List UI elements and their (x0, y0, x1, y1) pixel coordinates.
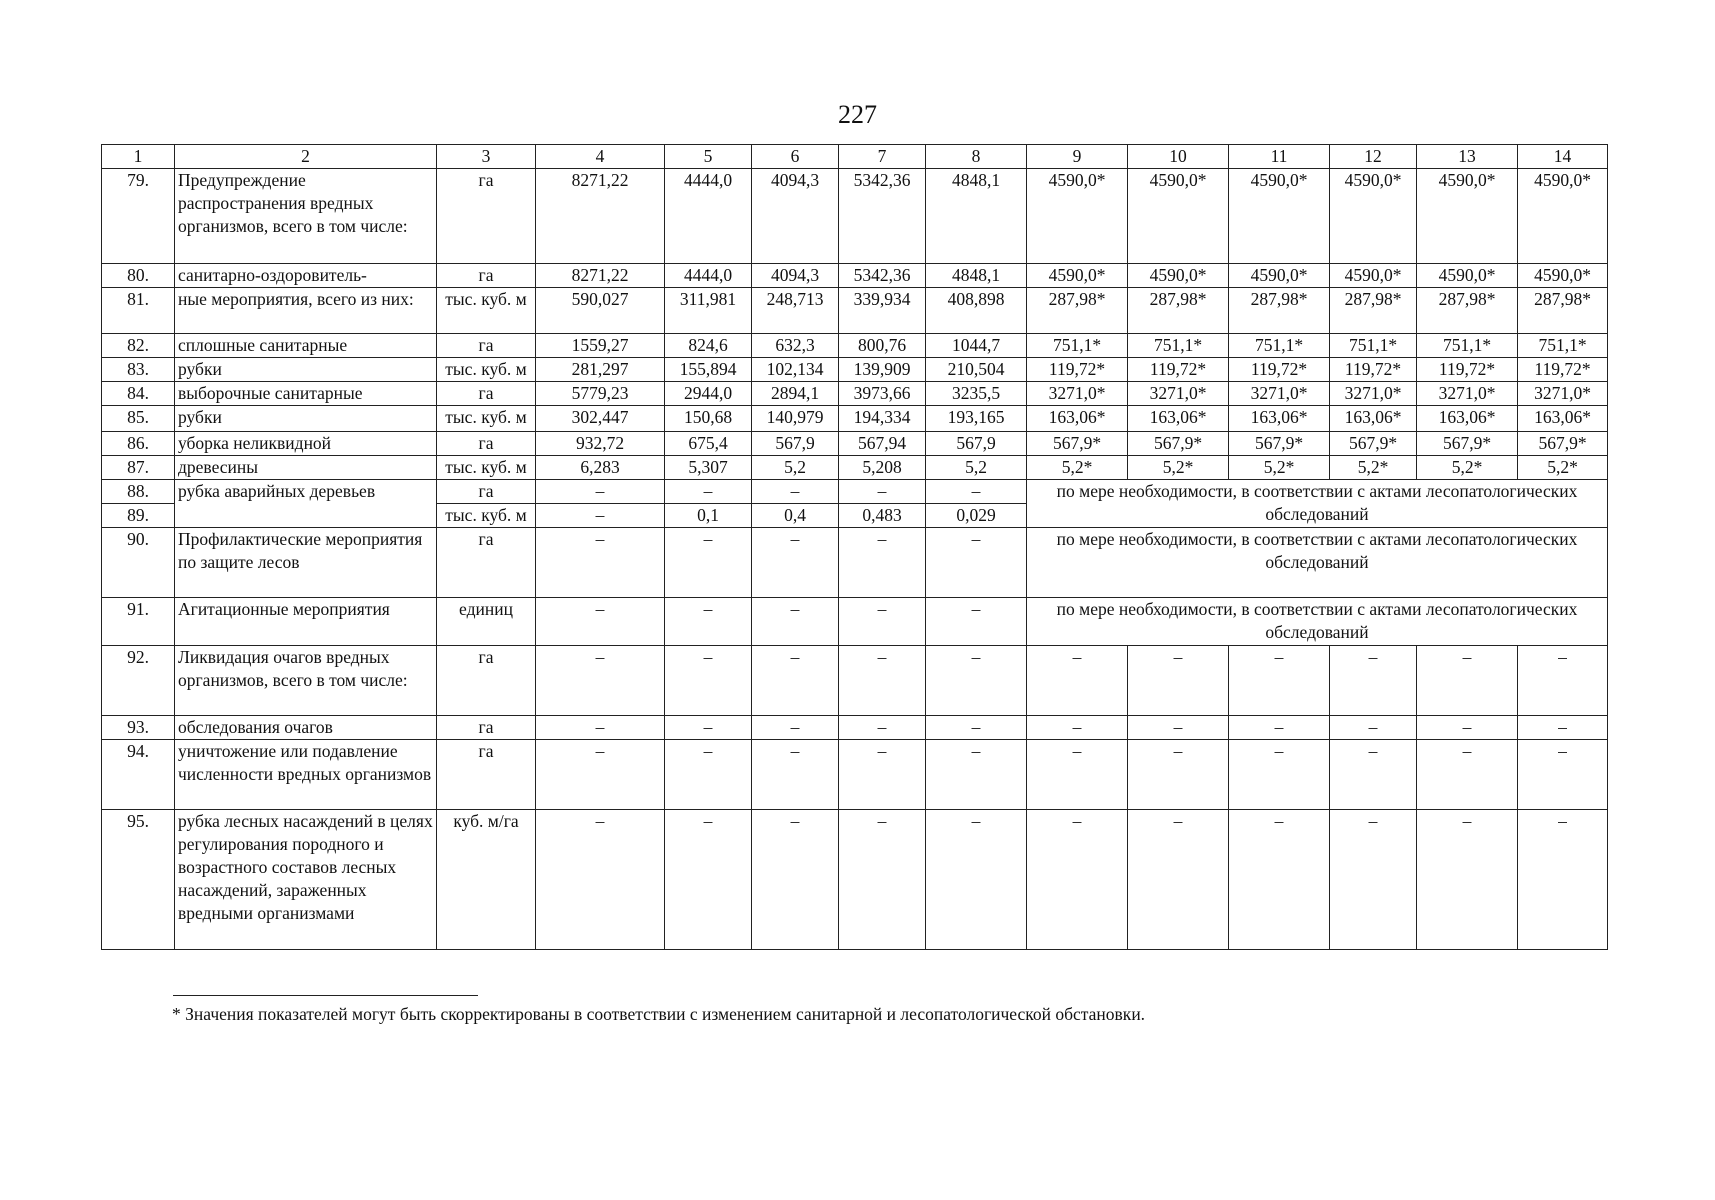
value-cell: – (1330, 716, 1417, 740)
value-cell: – (1128, 740, 1229, 810)
value-cell: 5,2 (752, 456, 839, 480)
value-cell: 5,2* (1128, 456, 1229, 480)
value-cell: 140,979 (752, 406, 839, 432)
value-cell: 4590,0* (1330, 169, 1417, 264)
value-cell: 590,027 (536, 288, 665, 334)
column-number-header: 3 (437, 145, 536, 169)
value-cell: – (926, 598, 1027, 646)
value-cell: 311,981 (665, 288, 752, 334)
table-row (102, 264, 1608, 288)
unit-cell: тыс. куб. м (437, 358, 536, 382)
value-cell: – (1330, 740, 1417, 810)
value-cell: 751,1* (1417, 334, 1518, 358)
value-cell: – (839, 740, 926, 810)
value-cell: 163,06* (1417, 406, 1518, 432)
row-number-cell: 87. (102, 456, 175, 480)
value-cell: – (752, 740, 839, 810)
row-number-cell: 83. (102, 358, 175, 382)
value-cell: 5,208 (839, 456, 926, 480)
value-cell: 6,283 (536, 456, 665, 480)
value-cell: – (926, 528, 1027, 598)
value-cell: – (1417, 740, 1518, 810)
value-cell: 0,029 (926, 504, 1027, 528)
row-number-cell: 88. (102, 480, 175, 504)
value-cell: – (926, 740, 1027, 810)
row-name-cell: Агитационные мероприятия (175, 598, 437, 646)
value-cell: 751,1* (1027, 334, 1128, 358)
value-cell: 4848,1 (926, 169, 1027, 264)
value-cell: 8271,22 (536, 264, 665, 288)
value-cell: – (839, 598, 926, 646)
value-cell: 8271,22 (536, 169, 665, 264)
value-cell: – (839, 716, 926, 740)
value-cell: 4590,0* (1518, 264, 1608, 288)
value-cell: 163,06* (1330, 406, 1417, 432)
value-cell: – (926, 480, 1027, 504)
value-cell: – (536, 740, 665, 810)
unit-cell: куб. м/га (437, 810, 536, 950)
value-cell: – (752, 810, 839, 950)
row-number-cell: 94. (102, 740, 175, 810)
table-row (102, 406, 1608, 432)
value-cell: – (665, 528, 752, 598)
value-cell: 3973,66 (839, 382, 926, 406)
row-name-cell: уборка неликвидной (175, 432, 437, 456)
value-cell: – (536, 810, 665, 950)
value-cell: – (1229, 810, 1330, 950)
value-cell: 4590,0* (1229, 169, 1330, 264)
column-number-header: 6 (752, 145, 839, 169)
value-cell: 119,72* (1229, 358, 1330, 382)
value-cell: 5,2 (926, 456, 1027, 480)
value-cell: – (1027, 716, 1128, 740)
value-cell: – (752, 528, 839, 598)
table-row (102, 810, 1608, 950)
unit-cell: га (437, 528, 536, 598)
value-cell: – (1518, 810, 1608, 950)
value-cell: 3271,0* (1229, 382, 1330, 406)
value-cell: 1559,27 (536, 334, 665, 358)
value-cell: 675,4 (665, 432, 752, 456)
value-cell: 4590,0* (1128, 264, 1229, 288)
value-cell: – (1417, 646, 1518, 716)
value-cell: 4590,0* (1417, 169, 1518, 264)
value-cell: – (1417, 716, 1518, 740)
value-cell: – (665, 740, 752, 810)
value-cell: 751,1* (1518, 334, 1608, 358)
value-cell: 119,72* (1128, 358, 1229, 382)
value-cell: 800,76 (839, 334, 926, 358)
unit-cell: га (437, 646, 536, 716)
unit-cell: га (437, 382, 536, 406)
column-number-header: 11 (1229, 145, 1330, 169)
column-number-header: 8 (926, 145, 1027, 169)
row-number-cell: 79. (102, 169, 175, 264)
table-row (102, 740, 1608, 810)
value-cell: 194,334 (839, 406, 926, 432)
value-cell: – (1128, 646, 1229, 716)
value-cell: – (536, 598, 665, 646)
value-cell: – (752, 716, 839, 740)
value-cell: – (926, 716, 1027, 740)
value-cell: 5779,23 (536, 382, 665, 406)
value-cell: 4848,1 (926, 264, 1027, 288)
value-cell: 5,2* (1518, 456, 1608, 480)
value-cell: 408,898 (926, 288, 1027, 334)
value-cell: 4590,0* (1229, 264, 1330, 288)
row-name-cell: рубка лесных насаждений в целях регулирования породного и возрастного составов лесных насаждений, зараженных вредными организмами (175, 810, 437, 950)
value-cell: 567,94 (839, 432, 926, 456)
unit-cell: га (437, 169, 536, 264)
row-name-cell: выборочные санитарные (175, 382, 437, 406)
value-cell: – (536, 646, 665, 716)
column-number-header: 9 (1027, 145, 1128, 169)
row-name-cell: Профилактические мероприятия по защите лесов (175, 528, 437, 598)
table-row (102, 432, 1608, 456)
row-name-cell: рубка аварийных деревьев (175, 480, 437, 528)
row-number-cell: 93. (102, 716, 175, 740)
value-cell: 5,2* (1417, 456, 1518, 480)
row-name-cell: санитарно-оздоровитель- (175, 264, 437, 288)
row-number-cell: 80. (102, 264, 175, 288)
value-cell: 287,98* (1128, 288, 1229, 334)
unit-cell: га (437, 740, 536, 810)
value-cell: 5,307 (665, 456, 752, 480)
table-row (102, 528, 1608, 598)
value-cell: 4094,3 (752, 169, 839, 264)
column-number-header: 5 (665, 145, 752, 169)
row-number-cell: 84. (102, 382, 175, 406)
page-number: 227 (838, 100, 877, 129)
value-cell: – (752, 646, 839, 716)
value-cell: 119,72* (1417, 358, 1518, 382)
value-cell: 1044,7 (926, 334, 1027, 358)
table-row (102, 456, 1608, 480)
value-cell: – (1330, 646, 1417, 716)
footnote: * Значения показателей могут быть скорректированы в соответствии с изменением санитарной и лесопатологической обстановки. (172, 1004, 1146, 1024)
value-cell: 632,3 (752, 334, 839, 358)
value-cell: – (1417, 810, 1518, 950)
value-cell: 4094,3 (752, 264, 839, 288)
row-name-cell: рубки (175, 406, 437, 432)
row-number-cell: 91. (102, 598, 175, 646)
value-cell: 3271,0* (1128, 382, 1229, 406)
row-name-cell: сплошные санитарные (175, 334, 437, 358)
value-cell: – (665, 716, 752, 740)
value-cell: 287,98* (1229, 288, 1330, 334)
value-cell: – (1128, 716, 1229, 740)
value-cell: 210,504 (926, 358, 1027, 382)
table-row (102, 358, 1608, 382)
value-cell: – (1229, 740, 1330, 810)
row-number-cell: 89. (102, 504, 175, 528)
value-cell: 4590,0* (1518, 169, 1608, 264)
value-cell: 119,72* (1330, 358, 1417, 382)
value-cell: 3235,5 (926, 382, 1027, 406)
as-needed-note-cell: по мере необходимости, в соответствии с актами лесопатологических обследований (1027, 480, 1608, 528)
table-row (102, 480, 1608, 504)
value-cell: 5,2* (1229, 456, 1330, 480)
value-cell: 287,98* (1027, 288, 1128, 334)
value-cell: 5,2* (1330, 456, 1417, 480)
value-cell: 0,483 (839, 504, 926, 528)
value-cell: 5,2* (1027, 456, 1128, 480)
value-cell: 2944,0 (665, 382, 752, 406)
value-cell: – (536, 480, 665, 504)
value-cell: – (1518, 646, 1608, 716)
value-cell: 4590,0* (1027, 169, 1128, 264)
row-number-cell: 82. (102, 334, 175, 358)
value-cell: 567,9* (1229, 432, 1330, 456)
column-number-header: 12 (1330, 145, 1417, 169)
footnote-rule (173, 995, 478, 996)
value-cell: – (1518, 716, 1608, 740)
value-cell: 567,9* (1027, 432, 1128, 456)
value-cell: – (665, 646, 752, 716)
column-number-header: 2 (175, 145, 437, 169)
row-name-cell: Предупреждение распространения вредных организмов, всего в том числе: (175, 169, 437, 264)
value-cell: – (1027, 740, 1128, 810)
value-cell: 567,9* (1330, 432, 1417, 456)
value-cell: – (1027, 646, 1128, 716)
value-cell: 139,909 (839, 358, 926, 382)
value-cell: – (665, 598, 752, 646)
value-cell: 3271,0* (1417, 382, 1518, 406)
value-cell: 3271,0* (1518, 382, 1608, 406)
value-cell: – (839, 646, 926, 716)
row-number-cell: 95. (102, 810, 175, 950)
unit-cell: тыс. куб. м (437, 406, 536, 432)
value-cell: – (1027, 810, 1128, 950)
as-needed-note-cell: по мере необходимости, в соответствии с актами лесопатологических обследований (1027, 528, 1608, 598)
value-cell: 4444,0 (665, 264, 752, 288)
table-row (102, 598, 1608, 646)
row-name-cell: ные мероприятия, всего из них: (175, 288, 437, 334)
value-cell: 150,68 (665, 406, 752, 432)
value-cell: 824,6 (665, 334, 752, 358)
column-number-row (102, 145, 1608, 169)
column-number-header: 4 (536, 145, 665, 169)
unit-cell: тыс. куб. м (437, 288, 536, 334)
value-cell: 4590,0* (1027, 264, 1128, 288)
value-cell: 339,934 (839, 288, 926, 334)
value-cell: 4444,0 (665, 169, 752, 264)
value-cell: 4590,0* (1330, 264, 1417, 288)
value-cell: – (665, 480, 752, 504)
value-cell: 567,9* (1128, 432, 1229, 456)
value-cell: 119,72* (1027, 358, 1128, 382)
row-number-cell: 81. (102, 288, 175, 334)
value-cell: – (926, 810, 1027, 950)
value-cell: – (1128, 810, 1229, 950)
value-cell: 567,9 (926, 432, 1027, 456)
table-row (102, 646, 1608, 716)
value-cell: – (536, 528, 665, 598)
value-cell: 567,9* (1518, 432, 1608, 456)
value-cell: 193,165 (926, 406, 1027, 432)
value-cell: 5342,36 (839, 264, 926, 288)
table-row (102, 716, 1608, 740)
unit-cell: га (437, 264, 536, 288)
row-name-cell: обследования очагов (175, 716, 437, 740)
value-cell: 163,06* (1128, 406, 1229, 432)
value-cell: 163,06* (1518, 406, 1608, 432)
value-cell: – (1518, 740, 1608, 810)
unit-cell: га (437, 716, 536, 740)
value-cell: 932,72 (536, 432, 665, 456)
value-cell: 3271,0* (1330, 382, 1417, 406)
row-number-cell: 85. (102, 406, 175, 432)
row-number-cell: 90. (102, 528, 175, 598)
table-row (102, 334, 1608, 358)
value-cell: – (926, 646, 1027, 716)
value-cell: 751,1* (1229, 334, 1330, 358)
row-name-cell: Ликвидация очагов вредных организмов, всего в том числе: (175, 646, 437, 716)
value-cell: 751,1* (1330, 334, 1417, 358)
value-cell: 2894,1 (752, 382, 839, 406)
value-cell: 751,1* (1128, 334, 1229, 358)
column-number-header: 1 (102, 145, 175, 169)
row-number-cell: 92. (102, 646, 175, 716)
column-number-header: 13 (1417, 145, 1518, 169)
value-cell: – (536, 504, 665, 528)
value-cell: 102,134 (752, 358, 839, 382)
value-cell: – (1229, 716, 1330, 740)
column-number-header: 7 (839, 145, 926, 169)
unit-cell: тыс. куб. м (437, 504, 536, 528)
value-cell: 0,4 (752, 504, 839, 528)
value-cell: 163,06* (1027, 406, 1128, 432)
value-cell: 3271,0* (1027, 382, 1128, 406)
column-number-header: 14 (1518, 145, 1608, 169)
value-cell: 4590,0* (1128, 169, 1229, 264)
value-cell: 287,98* (1330, 288, 1417, 334)
table-row (102, 288, 1608, 334)
value-cell: – (665, 810, 752, 950)
table-row (102, 382, 1608, 406)
as-needed-note-cell: по мере необходимости, в соответствии с актами лесопатологических обследований (1027, 598, 1608, 646)
unit-cell: единиц (437, 598, 536, 646)
value-cell: – (839, 480, 926, 504)
value-cell: – (839, 528, 926, 598)
value-cell: 119,72* (1518, 358, 1608, 382)
row-name-cell: уничтожение или подавление численности вредных организмов (175, 740, 437, 810)
row-name-cell: рубки (175, 358, 437, 382)
value-cell: 287,98* (1417, 288, 1518, 334)
column-number-header: 10 (1128, 145, 1229, 169)
value-cell: 287,98* (1518, 288, 1608, 334)
value-cell: 567,9 (752, 432, 839, 456)
value-cell: – (752, 598, 839, 646)
unit-cell: тыс. куб. м (437, 456, 536, 480)
value-cell: – (1330, 810, 1417, 950)
value-cell: 163,06* (1229, 406, 1330, 432)
value-cell: 0,1 (665, 504, 752, 528)
unit-cell: га (437, 480, 536, 504)
value-cell: – (1229, 646, 1330, 716)
table-row (102, 169, 1608, 264)
value-cell: 567,9* (1417, 432, 1518, 456)
row-name-cell: древесины (175, 456, 437, 480)
value-cell: – (536, 716, 665, 740)
value-cell: 302,447 (536, 406, 665, 432)
value-cell: 4590,0* (1417, 264, 1518, 288)
row-number-cell: 86. (102, 432, 175, 456)
value-cell: – (752, 480, 839, 504)
forest-measures-table (101, 144, 1608, 950)
unit-cell: га (437, 334, 536, 358)
value-cell: 281,297 (536, 358, 665, 382)
unit-cell: га (437, 432, 536, 456)
value-cell: 155,894 (665, 358, 752, 382)
value-cell: 248,713 (752, 288, 839, 334)
value-cell: – (839, 810, 926, 950)
value-cell: 5342,36 (839, 169, 926, 264)
